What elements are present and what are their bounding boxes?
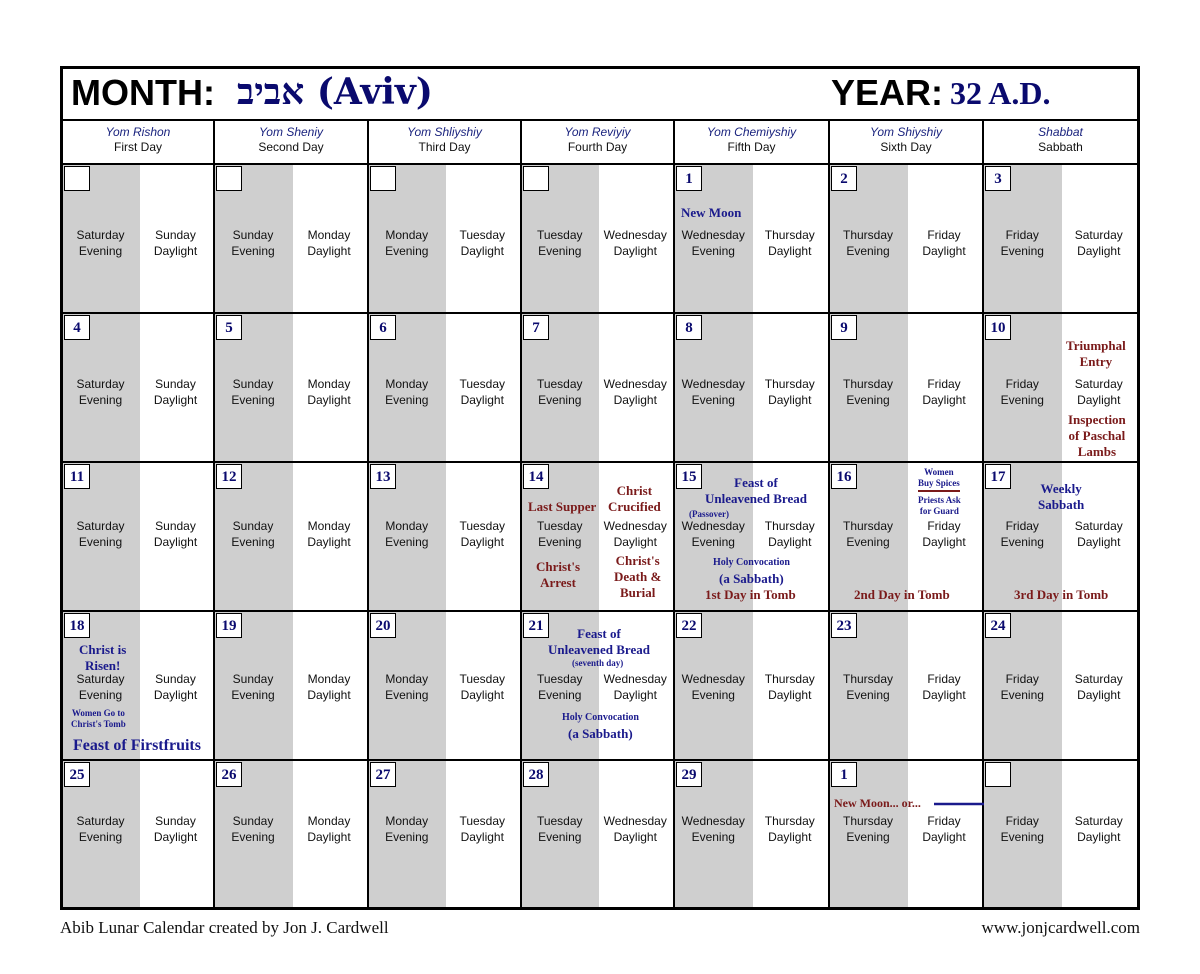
day-cell <box>830 314 984 463</box>
daylight-label: Tuesday Daylight <box>459 228 506 258</box>
note-third-day-tomb: 3rd Day in Tomb <box>1014 587 1109 602</box>
month-label: MONTH: <box>71 72 215 113</box>
day-cell <box>984 463 1137 612</box>
day-cell <box>830 612 984 761</box>
day-number: 27 <box>370 762 396 787</box>
day-cell <box>675 612 830 761</box>
month-name: (Aviv) <box>316 71 433 113</box>
evening-label: Sunday Evening <box>231 377 275 407</box>
evening-label: Thursday Evening <box>842 814 894 844</box>
day-cell <box>830 165 984 314</box>
evening-label: Sunday Evening <box>231 672 275 702</box>
day-cell <box>830 463 984 612</box>
evening-label: Thursday Evening <box>842 672 894 702</box>
evening-label: Monday Evening <box>385 377 429 407</box>
day-number: 8 <box>676 315 702 340</box>
day-number: 18 <box>64 613 90 638</box>
day-header-hebrew: Yom Rishon <box>105 125 171 139</box>
note-christ-risen: Christ is Risen! <box>79 642 127 673</box>
day-header-english: Third Day <box>418 140 471 154</box>
note-women-buy-spices: Women Buy Spices <box>918 467 960 492</box>
evening-label: Sunday Evening <box>231 228 275 258</box>
day-number: 28 <box>523 762 549 787</box>
daylight-label: Friday Daylight <box>922 814 966 844</box>
day-number: 5 <box>216 315 242 340</box>
evening-label: Saturday Evening <box>76 519 125 549</box>
daylight-label: Tuesday Daylight <box>459 814 506 844</box>
daylight-label: Thursday Daylight <box>764 377 815 407</box>
day-header <box>63 121 215 165</box>
day-number: 19 <box>216 613 242 638</box>
daylight-label: Monday Daylight <box>307 672 351 702</box>
evening-label: Tuesday Evening <box>536 672 583 702</box>
note-a-sabbath-21: (a Sabbath) <box>568 726 633 741</box>
day-number <box>216 166 242 191</box>
daylight-label: Sunday Daylight <box>153 228 198 258</box>
evening-label: Monday Evening <box>385 228 429 258</box>
day-header-english: Fourth Day <box>567 140 628 154</box>
day-cell <box>215 463 369 612</box>
day-cell <box>675 761 830 907</box>
day-header-hebrew: Yom Shliyshiy <box>407 125 482 139</box>
evening-label: Monday Evening <box>385 814 429 844</box>
evening-label: Friday Evening <box>1000 814 1044 844</box>
evening-label: Thursday Evening <box>842 377 894 407</box>
daylight-label: Monday Daylight <box>307 519 351 549</box>
evening-label: Wednesday Evening <box>681 814 745 844</box>
day-number <box>64 166 90 191</box>
day-cell <box>215 612 369 761</box>
day-cell <box>63 761 215 907</box>
day-header-english: Sabbath <box>1038 140 1083 154</box>
note-women-tomb: Women Go to Christ's Tomb <box>71 708 126 729</box>
day-number: 11 <box>64 464 90 489</box>
daylight-label: Wednesday Daylight <box>603 672 667 702</box>
day-number: 15 <box>676 464 702 489</box>
day-cell <box>675 314 830 463</box>
day-number: 1 <box>831 762 857 787</box>
day-number: 26 <box>216 762 242 787</box>
day-number <box>985 762 1011 787</box>
day-cell <box>369 314 522 463</box>
daylight-label: Wednesday Daylight <box>603 519 667 549</box>
daylight-label: Monday Daylight <box>307 814 351 844</box>
day-cell <box>63 463 215 612</box>
daylight-label: Tuesday Daylight <box>459 377 506 407</box>
day-cell <box>522 761 675 907</box>
daylight-label: Wednesday Daylight <box>603 228 667 258</box>
day-cell <box>369 463 522 612</box>
day-header <box>675 121 830 165</box>
daylight-label: Thursday Daylight <box>764 672 815 702</box>
note-last-supper: Last Supper <box>528 499 597 514</box>
daylight-label: Thursday Daylight <box>764 814 815 844</box>
day-header <box>369 121 522 165</box>
day-header-english: Second Day <box>258 140 324 154</box>
daylight-label: Tuesday Daylight <box>459 519 506 549</box>
day-cell <box>215 165 369 314</box>
note-inspection: Inspection of Paschal Lambs <box>1068 412 1126 459</box>
evening-label: Sunday Evening <box>231 814 275 844</box>
evening-label: Wednesday Evening <box>681 519 745 549</box>
evening-label: Thursday Evening <box>842 228 894 258</box>
day-number: 25 <box>64 762 90 787</box>
daylight-label: Saturday Daylight <box>1074 672 1123 702</box>
day-header-hebrew: Yom Reviyiy <box>564 125 631 139</box>
day-cell <box>830 761 984 907</box>
evening-label: Wednesday Evening <box>681 228 745 258</box>
day-cell <box>984 314 1137 463</box>
day-number: 10 <box>985 315 1011 340</box>
daylight-label: Sunday Daylight <box>153 672 198 702</box>
day-cell <box>215 314 369 463</box>
daylight-label: Sunday Daylight <box>153 377 198 407</box>
day-header <box>984 121 1137 165</box>
day-number: 16 <box>831 464 857 489</box>
daylight-label: Saturday Daylight <box>1074 377 1123 407</box>
day-number: 13 <box>370 464 396 489</box>
evening-label: Sunday Evening <box>231 519 275 549</box>
calendar <box>60 66 1140 910</box>
day-number: 7 <box>523 315 549 340</box>
day-cell <box>522 463 675 612</box>
evening-label: Saturday Evening <box>76 228 125 258</box>
note-seventh-day: (seventh day) <box>572 658 624 668</box>
daylight-label: Friday Daylight <box>922 228 966 258</box>
note-death-burial: Christ's Death & Burial <box>614 553 662 600</box>
day-header-english: Sixth Day <box>880 140 932 154</box>
day-number: 4 <box>64 315 90 340</box>
day-cell <box>369 612 522 761</box>
evening-label: Friday Evening <box>1000 519 1044 549</box>
note-new-moon-or: New Moon... or... <box>834 796 921 810</box>
evening-label: Saturday Evening <box>76 814 125 844</box>
evening-label: Friday Evening <box>1000 228 1044 258</box>
note-passover: (Passover) <box>689 509 729 519</box>
note-holy-convocation-21: Holy Convocation <box>562 712 639 723</box>
day-cell <box>675 165 830 314</box>
day-header-english: Fifth Day <box>727 140 776 154</box>
day-number: 17 <box>985 464 1011 489</box>
day-number: 2 <box>831 166 857 191</box>
evening-label: Friday Evening <box>1000 672 1044 702</box>
daylight-label: Monday Daylight <box>307 228 351 258</box>
day-cell <box>369 165 522 314</box>
note-christ-crucified: Christ Crucified <box>608 483 661 514</box>
note-feast-firstfruits: Feast of Firstfruits <box>73 737 201 754</box>
note-a-sabbath-15: (a Sabbath) <box>719 571 784 586</box>
day-number: 20 <box>370 613 396 638</box>
note-feast-unleavened-15: Feast of Unleavened Bread <box>705 475 807 506</box>
day-cell <box>215 761 369 907</box>
daylight-label: Thursday Daylight <box>764 519 815 549</box>
note-christs-arrest: Christ's Arrest <box>536 559 581 590</box>
footer-website: www.jonjcardwell.com <box>981 918 1140 937</box>
day-header-hebrew: Yom Sheniy <box>258 125 324 139</box>
note-holy-convocation-15: Holy Convocation <box>713 557 790 568</box>
day-cell <box>675 463 830 612</box>
daylight-label: Friday Daylight <box>922 519 966 549</box>
evening-label: Friday Evening <box>1000 377 1044 407</box>
evening-label: Saturday Evening <box>76 672 125 702</box>
day-cell <box>984 612 1137 761</box>
footer-credit: Abib Lunar Calendar created by Jon J. Cardwell <box>60 918 389 937</box>
day-number: 29 <box>676 762 702 787</box>
day-header <box>215 121 369 165</box>
daylight-label: Wednesday Daylight <box>603 814 667 844</box>
day-number <box>523 166 549 191</box>
evening-label: Monday Evening <box>385 672 429 702</box>
evening-label: Tuesday Evening <box>536 377 583 407</box>
evening-label: Monday Evening <box>385 519 429 549</box>
evening-label: Saturday Evening <box>76 377 125 407</box>
daylight-label: Sunday Daylight <box>153 814 198 844</box>
day-cell <box>369 761 522 907</box>
daylight-label: Friday Daylight <box>922 672 966 702</box>
note-first-day-tomb: 1st Day in Tomb <box>705 587 796 602</box>
day-number: 12 <box>216 464 242 489</box>
day-cell <box>63 314 215 463</box>
daylight-label: Wednesday Daylight <box>603 377 667 407</box>
month-hebrew: אביב (Aviv) <box>237 71 433 113</box>
evening-label: Tuesday Evening <box>536 814 583 844</box>
day-number: 1 <box>676 166 702 191</box>
daylight-label: Monday Daylight <box>307 377 351 407</box>
note-second-day-tomb: 2nd Day in Tomb <box>854 587 950 602</box>
day-number: 6 <box>370 315 396 340</box>
year-value: 32 A.D. <box>950 75 1051 111</box>
evening-label: Wednesday Evening <box>681 672 745 702</box>
note-weekly-sabbath: Weekly Sabbath <box>1038 481 1085 512</box>
daylight-label: Saturday Daylight <box>1074 519 1123 549</box>
daylight-label: Saturday Daylight <box>1074 228 1123 258</box>
day-header <box>830 121 984 165</box>
daylight-label: Sunday Daylight <box>153 519 198 549</box>
day-number: 23 <box>831 613 857 638</box>
daylight-label: Friday Daylight <box>922 377 966 407</box>
day-number: 9 <box>831 315 857 340</box>
day-cell <box>522 612 675 761</box>
day-header-hebrew: Shabbat <box>1038 125 1083 139</box>
day-header-hebrew: Yom Chemiyshiy <box>706 125 797 139</box>
evening-label: Wednesday Evening <box>681 377 745 407</box>
day-number: 14 <box>523 464 549 489</box>
day-cell <box>984 761 1137 907</box>
evening-label: Thursday Evening <box>842 519 894 549</box>
evening-label: Tuesday Evening <box>536 519 583 549</box>
daylight-label: Saturday Daylight <box>1074 814 1123 844</box>
day-number <box>370 166 396 191</box>
day-cell <box>522 165 675 314</box>
day-cell <box>63 165 215 314</box>
daylight-label: Tuesday Daylight <box>459 672 506 702</box>
day-cell <box>522 314 675 463</box>
calendar-header <box>63 69 1137 121</box>
day-header-hebrew: Yom Shiyshiy <box>869 125 943 139</box>
evening-label: Tuesday Evening <box>536 228 583 258</box>
year-label: YEAR: <box>831 72 944 113</box>
note-triumphal-entry: Triumphal Entry <box>1066 338 1126 369</box>
note-priests-ask: Priests Ask for Guard <box>918 495 961 516</box>
day-number: 21 <box>523 613 549 638</box>
day-header-english: First Day <box>114 140 162 154</box>
day-number: 22 <box>676 613 702 638</box>
day-cell <box>63 612 215 761</box>
day-cell <box>984 165 1137 314</box>
note-feast-unleavened-21: Feast of Unleavened Bread <box>548 626 650 657</box>
note-new-moon: New Moon <box>681 205 742 220</box>
day-number: 24 <box>985 613 1011 638</box>
daylight-label: Thursday Daylight <box>764 228 815 258</box>
day-header <box>522 121 675 165</box>
day-number: 3 <box>985 166 1011 191</box>
